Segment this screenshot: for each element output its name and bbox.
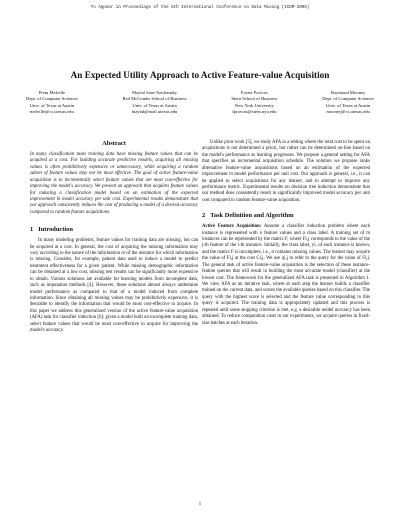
intro-paragraph: In many modeling problems, feature values for training data are missing, but can be acquired at a cost. In general, the cost of acquiring the missing information may vary according to the nature of the information or of the instance for which information is missing. Consider, for example, patient data used to induce a model to predict treatment effectiveness for a given patient. While missing demographic information can be obtained at a low cost, missing test results can be significantly more expensive to obtain. Various solutions are available for learning models from incomplete data, such as imputation methods [4]. However, these solutions almost always undermine model performance as compared to that of a model induced from complete information. Since obtaining all missing values may be prohibitively expensive, it is desirable to identify the information that would be most cost-effective to acquire. In this paper we address this generalized version of the active feature-value acquisition (AFA) task for classifier induction [6]: given a model built on incomplete training data, select feature values that would be most cost-effective to acquire for improving the model's accuracy.: [30, 238, 198, 334]
paragraph-heading: Active Feature Acquisition:: [202, 224, 262, 230]
abstract-text: In many classification tasks training data have missing feature values that can be acquired at a cost. For building accurate predictive models, acquiring all missing values is often prohibitively expensive or unnecessary, while acquiring a random subset of feature values may not be most effective. The goal of active feature-value acquisition is to incrementally select feature values that are most cost-effective for improving the model's accuracy. We present an approach that acquires feature values for inducing a classification model based on an estimation of the expected improvement in model accuracy per unit cost. Experimental results demonstrate that our approach consistently reduces the cost of producing a model of a desired accuracy compared to random feature acquisitions.: [30, 152, 198, 215]
author-email: maytal@mail.utexas.edu: [131, 109, 178, 115]
section-number: 2: [202, 212, 206, 220]
author-name: Raymond Mooney: [330, 90, 366, 95]
left-column: [30, 140, 198, 335]
author-2: [123, 90, 187, 116]
author-affiliation: Dept. of Computer Sciences: [26, 96, 78, 102]
author-institution: New York University: [234, 102, 274, 108]
author-name: Foster Provost: [241, 90, 268, 95]
author-4: [322, 90, 374, 116]
author-block: [26, 90, 374, 116]
author-1: [26, 90, 78, 116]
author-email: mooney@cs.utexas.edu: [326, 109, 370, 115]
author-name: Maytal Saar-Tsechansky: [132, 90, 178, 95]
section-title: Task Definition and Algorithm: [210, 212, 294, 220]
running-header: To Appear in Proceedings of the 5th International Conference on Data Mining (ICDM-2005): [90, 6, 310, 10]
author-institution: Univ. of Texas at Austin: [132, 102, 177, 108]
section2-heading: [202, 212, 370, 220]
paragraph-text: Assume a classifier induction problem where each instance is represented with n feature values and a class label. A training set of m instances can be represented by the matrix F, where Fi,j corresponds to the value of the j-th feature of the i-th instance. Initially, the class label, yi, of each instance is known, and the matrix F is incomplete, i.e., it contains missing values. The learner may acquire the value of Fi,j at the cost Ci,j. We use qi,j to refer to the query for the value of Fi,j. The general task of active feature-value acquisition is the selection of these instance-feature queries that will result in building the most accurate model (classifier) at the lowest cost. The framework for the generalized AFA task is presented in Algorithm 1. We view AFA as an iterative task, where at each step the learner builds a classifier trained on the current data, and scores the available queries based on this classifier. The query with the highest score is selected and the feature value corresponding to this query is acquired. The training data is appropriately updated and this process is repeated until some stopping criterion is met, e.g. a desirable model accuracy has been obtained. To reduce computation costs in our experiments, we acquire queries in fixed-size batches at each iteration.: [202, 224, 370, 326]
section-title: Introduction: [38, 226, 73, 234]
right-column: [202, 140, 370, 327]
paper-title: An Expected Utility Approach to Active Feature-value Acquisition: [70, 70, 330, 80]
intro-heading: [30, 226, 198, 234]
author-email: fprovost@stern.nyu.edu: [232, 109, 277, 115]
author-institution: Univ. of Texas at Austin: [325, 102, 371, 108]
intro-continued-paragraph: Unlike prior work [5], we study AFA in a setting where the total cost to be spent on acquisitions is not determined a priori, but rather can be determined on-line based on the model's performance as learning progresses. We propose a general setting for AFA that specifies an incremental acquisition schedule. The solution we propose ranks alternative feature-value acquisitions based on an estimation of the expected improvement in model performance per unit cost. Our approach is general, i.e., it can be applied to select acquisitions for any learner, and to attempt to improve any performance metric. Experimental results on decision tree induction demonstrate that our method does consistently result in significantly improved model accuracy per unit cost compared to random feature-value acquisition.: [202, 140, 370, 203]
afa-paragraph: [202, 224, 370, 327]
author-affiliation: Dept. of Computer Sciences: [322, 96, 374, 102]
author-email: melville@cs.utexas.edu: [30, 109, 74, 115]
abstract-heading: Abstract: [102, 140, 126, 147]
section-number: 1: [30, 226, 34, 234]
page-number: 1: [198, 502, 202, 507]
author-name: Prem Melville: [38, 90, 66, 95]
author-3: [231, 90, 277, 116]
author-affiliation: Red McCombs School of Business: [122, 96, 187, 102]
author-institution: Univ. of Texas at Austin: [29, 102, 75, 108]
author-affiliation: Stern School of Business: [231, 96, 278, 102]
